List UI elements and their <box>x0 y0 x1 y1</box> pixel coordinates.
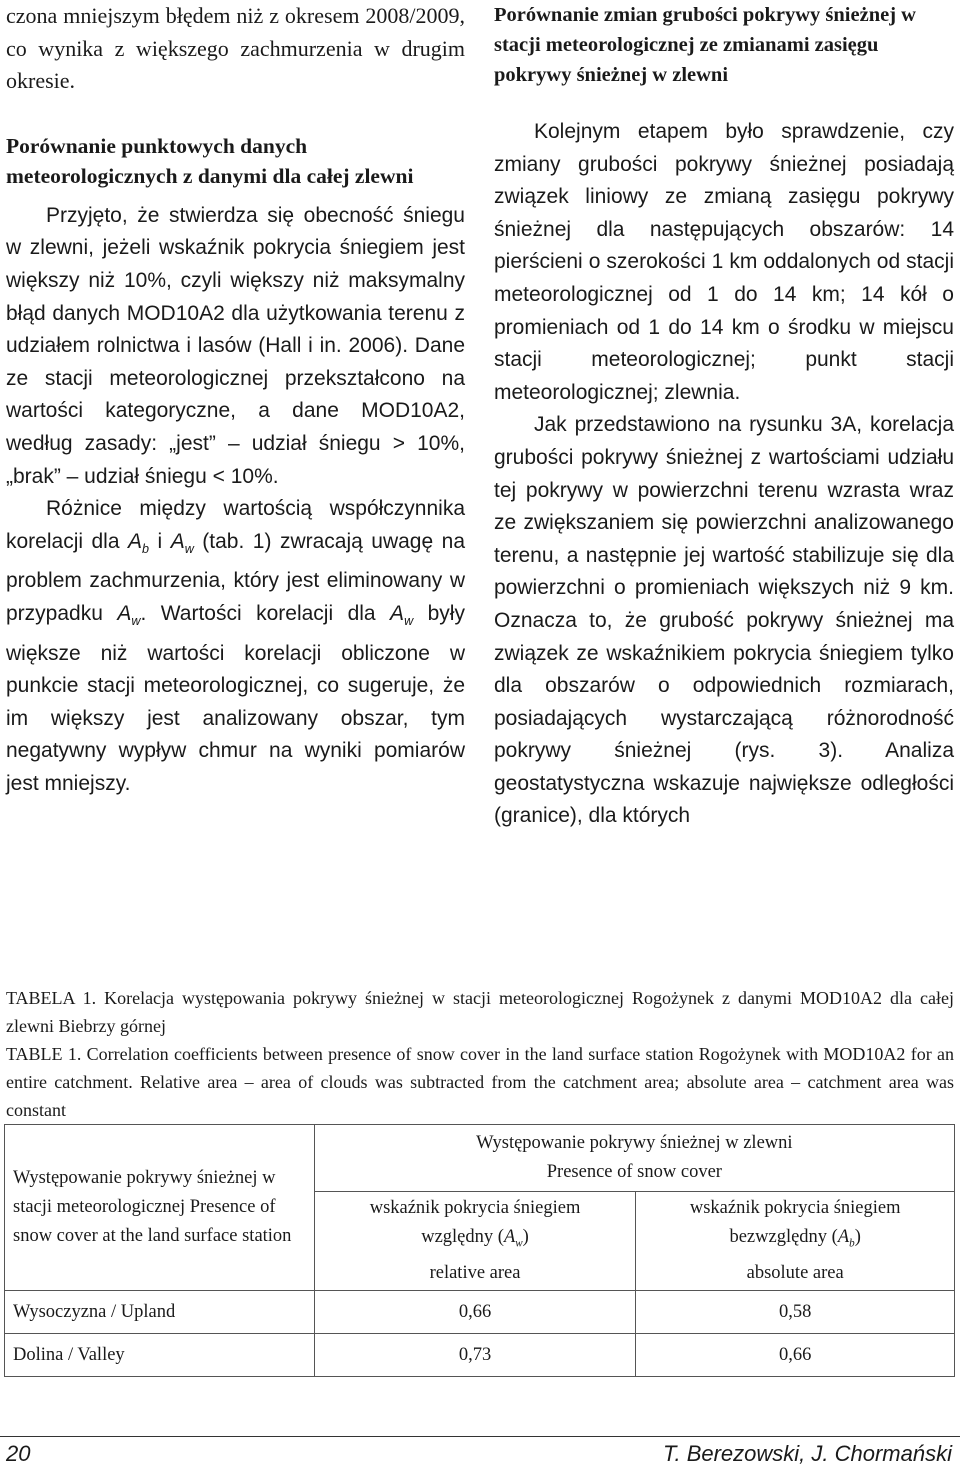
page-number: 20 <box>6 1441 31 1466</box>
paragraph-correlation-differences: Różnice między wartością współczynnika korelacji dla $A_b$ i $A_w$ (tab. 1) zwracają uwagę na problem zachmurzenia, który jest eliminowany w przypadku $A_w$. Wartości korelacji dla $A_w$ były większe niż wartości korelacji obliczone w punkcie stacji meteorologicznej, co sugeruje, że im większy jest analizowany obszar, tym negatywny wypływ chmur na wyniki pomiarów jest mniejszy. <box>6 497 465 795</box>
paragraph-threshold: Przyjęto, że stwierdza się obecność śniegu w zlewni, jeżeli wskaźnik pokrycia śniegiem jest większy niż 10%, czyli większy niż maksymalny błąd danych MOD10A2 dla użytkowania terenu z udziałem rolnictwa i lasów (Hall i in. 2006). Dane ze stacji meteorologicznej przekształcono na wartości kategoryczne, a dane MOD10A2, według zasady: „jest” – udział śniegu > 10%, „brak” – udział śniegu < 10%. <box>6 203 465 488</box>
paragraph-next-stage: Kolejnym etapem było sprawdzenie, czy zmiany grubości pokrywy śnieżnej posiadają związek liniowy ze zmianą zasięgu pokrywy śnieżnej dla następujących obszarów: 14 pierścieni o szerokości 1 km oddalonych od stacji meteorologicznej od 1 do 14 km; 14 kół o promieniach od 1 do 14 km o środku w miejscu stacji meteorologicznej; punkt stacji meteorologicznej; zlewnia. <box>494 120 954 404</box>
footer-rule <box>0 1436 960 1437</box>
table-row <box>5 1291 955 1334</box>
table-row <box>5 1334 955 1377</box>
right-column <box>494 0 954 833</box>
paragraph-continued: czona mniejszym błędem niż z okresem 2008/2009, co wynika z większego zachmurzenia w drugim okresie. <box>6 3 465 94</box>
section-heading-right: Porównanie zmian grubości pokrywy śnieżnej w stacji meteorologicznej ze zmianami zasięgu pokrywy śnieżnej w zlewni <box>494 4 916 86</box>
relative-value: 0,73 <box>314 1334 636 1377</box>
paragraph-figure-3a: Jak przedstawiono na rysunku 3A, korelacja grubości pokrywy śnieżnej z wartościami udziału tej pokrywy w powierzchni terenu wzrasta wraz ze zwiększaniem się powierzchni analizowanego terenu, a następnie jej wartość stabilizuje się dla powierzchni o promieniach większych niż 9 km. Oznacza to, że grubość pokrywy śnieżnej ma związek ze wskaźnikiem pokrycia śniegiem tylko dla obszarów o odpowiednich rozmiarach, posiadających wystarczającą różnorodność pokrywy śnieżnej (rys. 3). Analiza geostatystyczna wskazuje największe odległości (granice), dla których <box>494 413 954 828</box>
table-caption <box>6 984 954 1124</box>
caption-english: TABLE 1. Correlation coefficients between presence of snow cover in the land surface station Rogożynek with MOD10A2 for an entire catchment. Relative area – area of clouds was subtracted from the catchment area; absolute area – catchment area was constant <box>6 1044 954 1120</box>
relative-value: 0,66 <box>314 1291 636 1334</box>
caption-polish: TABELA 1. Korelacja występowania pokrywy śnieżnej w stacji meteorologicznej Rogożynek z danymi MOD10A2 dla całej zlewni Biebrzy górnej <box>6 988 954 1036</box>
correlation-table <box>4 1124 955 1377</box>
group-header-cell: Występowanie pokrywy śnieżnej w zlewni Presence of snow cover <box>314 1125 954 1192</box>
row-label: Wysoczyzna / Upland <box>5 1291 315 1334</box>
section-heading-left: Porównanie punktowych danych meteorologicznych z danymi dla całej zlewni <box>6 133 414 188</box>
column-header-absolute: wskaźnik pokrycia śniegiem bezwzględny $(A_b)$ absolute area <box>636 1192 955 1291</box>
absolute-value: 0,58 <box>636 1291 955 1334</box>
row-label: Dolina / Valley <box>5 1334 315 1377</box>
column-header-relative: wskaźnik pokrycia śniegiem względny $(A_w)$ relative area <box>314 1192 636 1291</box>
absolute-value: 0,66 <box>636 1334 955 1377</box>
left-column <box>6 0 465 801</box>
footer-authors: T. Berezowski, J. Chormański <box>663 1441 952 1466</box>
row-header-cell: Występowanie pokrywy śnieżnej w stacji meteorologicznej Presence of snow cover at the land surface station <box>5 1125 315 1291</box>
